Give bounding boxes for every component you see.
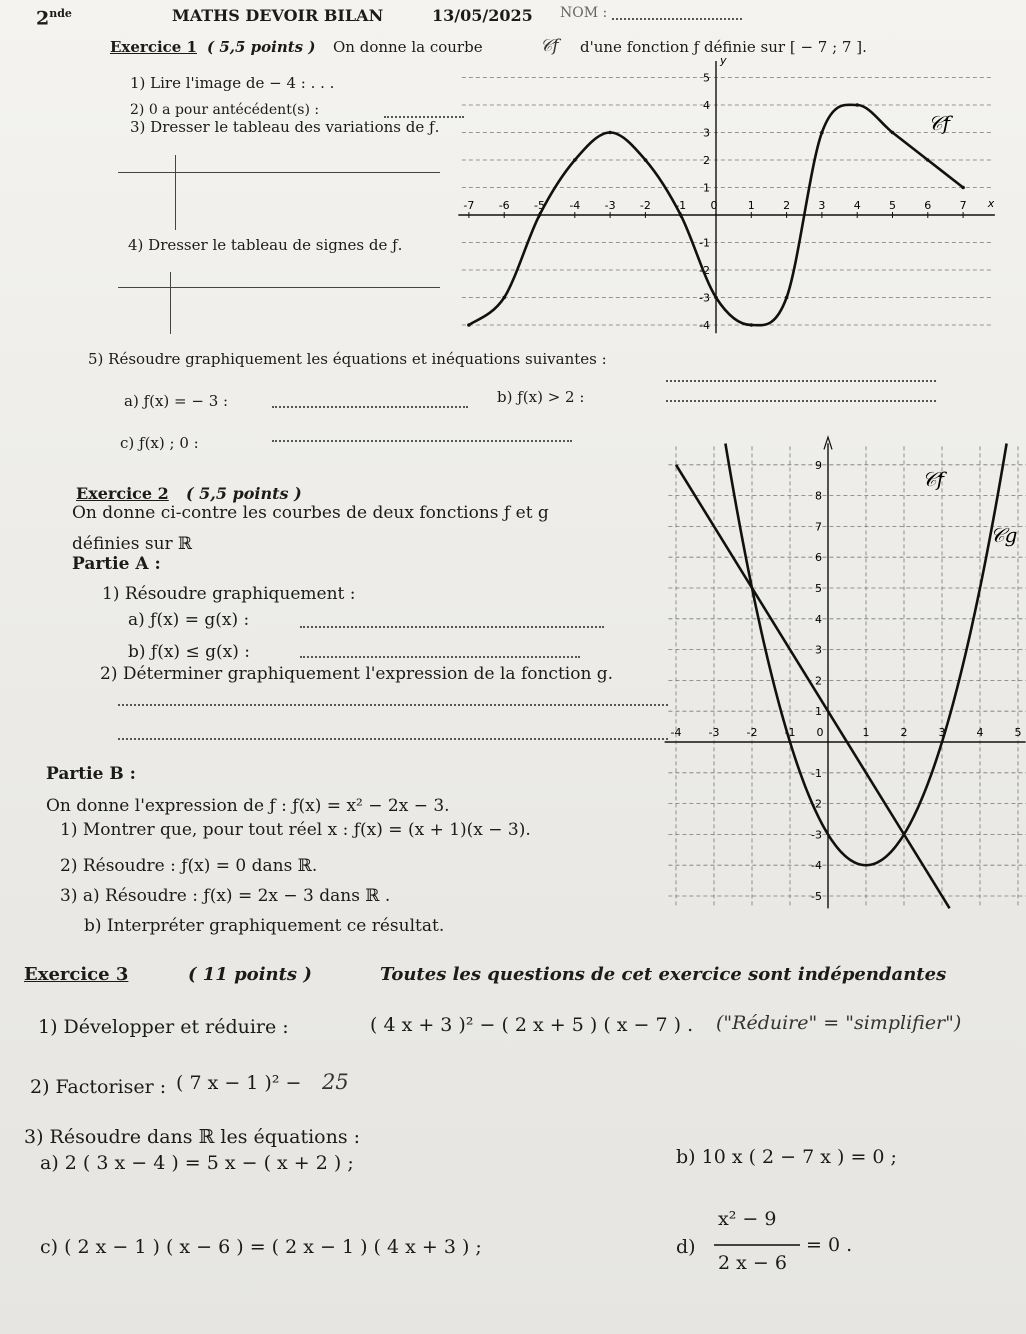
ex3-q2-expression: ( 7 x − 1 )² − bbox=[176, 1072, 302, 1094]
grade-label: 2nde bbox=[36, 7, 72, 30]
cf-y-tick-label: 4 bbox=[703, 99, 710, 112]
fg-x-tick-label: 3 bbox=[938, 726, 946, 739]
cf-x-tick-label: 7 bbox=[959, 199, 967, 212]
fg-tick-labels bbox=[671, 459, 1022, 903]
cf-y-axis-label: y bbox=[720, 53, 727, 67]
ex1-intro: On donne la courbe bbox=[333, 38, 483, 56]
ex1-title: Exercice 1 bbox=[110, 38, 197, 56]
fg-x-tick-label: -2 bbox=[746, 726, 758, 739]
ex1-curve-name: 𝒞f bbox=[540, 36, 559, 56]
fg-y-tick-label: 7 bbox=[815, 520, 822, 534]
exam-date: 13/05/2025 bbox=[432, 6, 533, 25]
ex1-q5c: c) ƒ(x) ; 0 : bbox=[120, 434, 199, 452]
ex1-q5a: a) ƒ(x) = − 3 : bbox=[124, 392, 229, 410]
ex2-intro-b: On donne l'expression de ƒ : ƒ(x) = x² − 2x − 3. bbox=[46, 796, 450, 816]
ex3-q2-handwritten: 25 bbox=[322, 1070, 349, 1094]
cf-point bbox=[926, 158, 930, 162]
ex3-q3d-fraction-bar bbox=[714, 1244, 800, 1246]
ex3-q2: 2) Factoriser : bbox=[30, 1076, 167, 1098]
fg-x-tick-label: 4 bbox=[976, 726, 984, 739]
ex1-q5-dots bbox=[666, 380, 936, 382]
ex2-title: Exercice 2 bbox=[76, 484, 169, 503]
ex3-q3d-label: d) bbox=[676, 1236, 696, 1258]
fg-x-tick-label: -1 bbox=[784, 726, 796, 739]
ex2-q2-answer-1[interactable] bbox=[118, 704, 668, 706]
ex2-points: ( 5,5 points ) bbox=[186, 484, 302, 503]
cf-x-tick-label: 3 bbox=[818, 199, 826, 212]
ex2-q2-answer-2[interactable] bbox=[118, 738, 668, 740]
name-label: NOM : bbox=[560, 5, 608, 21]
cf-point bbox=[573, 158, 577, 162]
cf-x-tick-label: 0 bbox=[710, 199, 718, 212]
cf-point bbox=[714, 296, 718, 300]
cf-y-tick-label: -4 bbox=[699, 319, 710, 332]
cf-axes bbox=[458, 61, 995, 333]
cf-x-axis-label: x bbox=[987, 197, 995, 210]
fg-y-tick-label: -5 bbox=[811, 890, 822, 903]
fg-y-tick-label: 5 bbox=[815, 582, 822, 595]
cf-point bbox=[644, 158, 648, 162]
cf-point bbox=[502, 296, 506, 300]
ex2-q1: 1) Résoudre graphiquement : bbox=[102, 584, 356, 604]
ex2-q2: 2) Déterminer graphiquement l'expression de la fonction g. bbox=[100, 664, 614, 684]
fg-y-tick-label: 1 bbox=[815, 705, 822, 719]
cf-x-tick-label: 6 bbox=[924, 199, 932, 212]
cf-x-tick-label: 4 bbox=[853, 199, 861, 212]
ex1-q5b: b) ƒ(x) > 2 : bbox=[497, 388, 585, 406]
cf-y-tick-label: -3 bbox=[699, 291, 710, 305]
cf-y-tick-label: 3 bbox=[703, 126, 710, 140]
ex2-b2: 2) Résoudre : ƒ(x) = 0 dans ℝ. bbox=[60, 856, 318, 876]
fg-y-tick-label: -2 bbox=[811, 797, 822, 811]
cf-y-tick-label: 1 bbox=[703, 181, 710, 195]
cf-graph bbox=[463, 38, 995, 338]
cf-point bbox=[538, 213, 542, 217]
cg-label: 𝒞g bbox=[990, 523, 1018, 547]
fg-y-tick-label: -1 bbox=[811, 766, 822, 780]
ex3-q3d-rest: = 0 . bbox=[806, 1234, 853, 1256]
ex3-q3b: b) 10 x ( 2 − 7 x ) = 0 ; bbox=[676, 1146, 897, 1168]
fg-y-tick-label: 3 bbox=[815, 643, 822, 657]
sign-table-hline bbox=[118, 287, 440, 288]
cf-point bbox=[785, 296, 789, 300]
fg-y-tick-label: 9 bbox=[815, 458, 822, 472]
fg-y-tick-label: 4 bbox=[815, 612, 822, 626]
cf-point bbox=[608, 131, 612, 135]
ex3-q3d-numerator: x² − 9 bbox=[718, 1208, 777, 1230]
cf-x-tick-label: -1 bbox=[675, 199, 687, 212]
cf-x-tick-label: 2 bbox=[783, 199, 791, 212]
ex3-points: ( 11 points ) bbox=[188, 964, 312, 985]
ex2-b3a: 3) a) Résoudre : ƒ(x) = 2x − 3 dans ℝ . bbox=[60, 886, 391, 906]
variation-table-vline bbox=[175, 155, 176, 230]
cf-point bbox=[467, 323, 471, 327]
cf-label: 𝒞f bbox=[922, 467, 944, 491]
cf-point bbox=[820, 131, 824, 135]
ex3-note: Toutes les questions de cet exercice sont indépendantes bbox=[380, 964, 947, 985]
cf-x-tick-label: -6 bbox=[498, 199, 510, 212]
ex2-q1a-answer[interactable] bbox=[300, 626, 604, 628]
cf-x-tick-label: -5 bbox=[534, 199, 545, 212]
ex1-q3: 3) Dresser le tableau des variations de ƒ. bbox=[130, 118, 440, 136]
ex2-q1b: b) ƒ(x) ≤ g(x) : bbox=[128, 642, 250, 662]
ex1-q5a-answer[interactable] bbox=[272, 406, 468, 408]
ex2-q1b-answer[interactable] bbox=[300, 656, 580, 658]
ex3-q3a: a) 2 ( 3 x − 4 ) = 5 x − ( x + 2 ) ; bbox=[40, 1152, 354, 1174]
cf-tick-labels bbox=[463, 54, 994, 332]
cf-point bbox=[891, 131, 895, 135]
ex1-q4: 4) Dresser le tableau de signes de ƒ. bbox=[128, 236, 403, 254]
cf-y-tick-label: 2 bbox=[703, 154, 710, 167]
ex2-part-b: Partie B : bbox=[46, 764, 136, 784]
ex3-title: Exercice 3 bbox=[24, 964, 129, 985]
fg-x-tick-label: 2 bbox=[900, 726, 908, 739]
fg-y-tick-label: -4 bbox=[811, 859, 822, 873]
ex2-intro-2: définies sur ℝ bbox=[72, 534, 193, 554]
ex1-q5c-answer[interactable] bbox=[272, 440, 572, 442]
ex3-q1: 1) Développer et réduire : bbox=[38, 1016, 289, 1038]
cf-x-tick-label: 5 bbox=[889, 199, 896, 212]
cf-point bbox=[855, 103, 859, 107]
exam-title: MATHS DEVOIR BILAN bbox=[172, 6, 384, 25]
fg-graph bbox=[670, 458, 1026, 940]
ex1-intro-2: d'une fonction ƒ définie sur [ − 7 ; 7 ]. bbox=[580, 38, 867, 56]
cf-x-tick-label: -7 bbox=[463, 199, 475, 212]
cf-curve-label: 𝒞f bbox=[928, 111, 950, 135]
cf-point bbox=[750, 323, 754, 327]
fg-x-tick-label: -4 bbox=[670, 726, 682, 739]
ex1-q5b-answer[interactable] bbox=[666, 400, 936, 402]
cf-y-tick-label: -2 bbox=[699, 264, 710, 277]
cf-x-tick-label: -2 bbox=[639, 199, 651, 212]
fg-y-tick-label: -3 bbox=[811, 828, 822, 842]
fg-x-tick-label: 5 bbox=[1014, 726, 1022, 739]
cf-x-tick-label: -4 bbox=[569, 199, 581, 212]
ex3-q1-expression: ( 4 x + 3 )² − ( 2 x + 5 ) ( x − 7 ) . bbox=[370, 1014, 694, 1036]
cf-parabola bbox=[725, 444, 1006, 866]
ex3-q3d-denominator: 2 x − 6 bbox=[718, 1252, 787, 1274]
ex2-intro-1: On donne ci-contre les courbes de deux fonctions ƒ et g bbox=[72, 503, 549, 523]
fg-x-tick-label: -3 bbox=[708, 726, 720, 739]
cf-y-tick-label: 5 bbox=[703, 71, 710, 85]
ex3-q3: 3) Résoudre dans ℝ les équations : bbox=[24, 1126, 361, 1148]
fg-y-tick-label: 6 bbox=[815, 551, 822, 565]
cf-point bbox=[961, 186, 965, 190]
ex2-b1: 1) Montrer que, pour tout réel x : ƒ(x) = (x + 1)(x − 3). bbox=[60, 820, 531, 840]
cf-x-tick-label: -3 bbox=[604, 199, 616, 212]
fg-y-tick-label: 2 bbox=[815, 674, 822, 688]
cf-x-tick-label: 1 bbox=[747, 199, 755, 212]
ex3-q3c: c) ( 2 x − 1 ) ( x − 6 ) = ( 2 x − 1 ) ( 4 x + 3 ) ; bbox=[40, 1236, 482, 1258]
variation-table-hline bbox=[118, 172, 440, 173]
ex1-q1: 1) Lire l'image de − 4 : . . . bbox=[130, 74, 335, 92]
fg-y-tick-label: 8 bbox=[815, 489, 822, 503]
fg-x-tick-label: 0 bbox=[816, 726, 824, 739]
fg-x-tick-label: 1 bbox=[862, 726, 870, 739]
fg-grid bbox=[668, 446, 1026, 908]
ex1-q2: 2) 0 a pour antécédent(s) : bbox=[130, 102, 320, 118]
ex2-part-a: Partie A : bbox=[72, 554, 161, 574]
cf-point bbox=[679, 213, 683, 217]
ex3-q1-handwritten-note: ("Réduire" = "simplifier") bbox=[716, 1012, 962, 1034]
ex1-q5: 5) Résoudre graphiquement les équations et inéquations suivantes : bbox=[88, 350, 607, 368]
sign-table-vline bbox=[170, 272, 171, 334]
ex1-points: ( 5,5 points ) bbox=[207, 38, 316, 56]
ex2-q1a: a) ƒ(x) = g(x) : bbox=[128, 610, 250, 630]
name-field[interactable] bbox=[612, 18, 742, 20]
cg-line bbox=[676, 465, 950, 909]
cf-y-tick-label: -1 bbox=[699, 236, 710, 250]
ex2-b3b: b) Interpréter graphiquement ce résultat. bbox=[84, 916, 445, 936]
fg-axes bbox=[665, 437, 1026, 908]
